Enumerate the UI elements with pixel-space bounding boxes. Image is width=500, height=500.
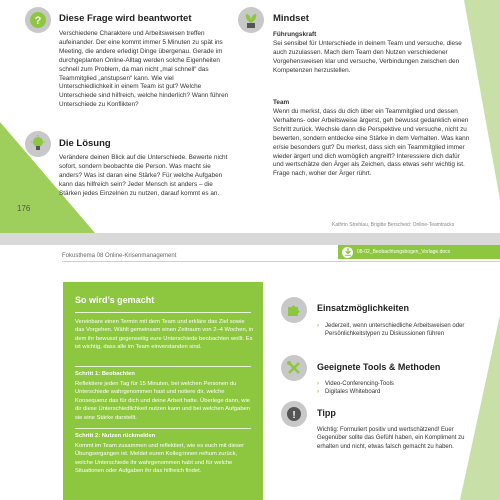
tools-list [317, 380, 472, 397]
instructions-box [63, 282, 263, 500]
mindset-team-text: Wenn du merkst, dass du dich über ein Teammitglied und dessen Verhaltens- oder Arbeitsweise ärgerst, geh bewusst gedanklich einen Schritt zurück. Wechsle dann die Perspektive und versuche, nicht zu bewerten, sondern entdecke eine Stärke in dem Verhalten. Was kann er/sie besonders gut? Du merkst, dass sich ein Teammitglied immer wieder ärgert und dich womöglich angreift? Interessiere dich dafür und wertschätze den Ärger als Zeichen, dass etwas sehr wichtig ist. Frage nach, woher der Ärger rührt. [273, 108, 470, 178]
page-number: 176 [17, 204, 31, 213]
solution-heading: Die Lösung [59, 138, 111, 149]
page-176 [0, 0, 500, 233]
tools-heading: Geeignete Tools & Methoden [317, 362, 441, 372]
divider [75, 366, 251, 367]
seedling-icon [238, 7, 264, 33]
svg-text:!: ! [292, 410, 296, 421]
divider [75, 312, 251, 313]
question-heading: Diese Frage wird beantwortet [59, 13, 192, 24]
list-item: › Jederzeit, wenn unterschiedliche Arbeitsweisen oder Persönlichkeitstypen zu Diskussionen führen [317, 322, 472, 339]
list-item: › Digitales Whiteboard [317, 388, 472, 396]
decorative-triangle [460, 315, 500, 500]
download-icon [342, 247, 353, 258]
list-item: › Video-Conferencing-Tools [317, 380, 472, 388]
step2-text: Kommt im Team zusammen und reflektiert, wie es euch mit dieser Übungsergangen ist. Meldet euren Kolleg:innen reihum zurück, welche Unterschiede ihr wahrgenommen habt und für welche Situationen oder Aufgaben ihr das hilfreich findet. [75, 443, 245, 475]
header-divider [62, 261, 500, 262]
download-link[interactable] [338, 245, 500, 259]
page-gap [0, 233, 500, 245]
einsatz-heading: Einsatzmöglichkeiten [317, 303, 410, 313]
svg-text:?: ? [34, 15, 42, 27]
instructions-title: So wird’s gemacht [75, 295, 155, 305]
instructions-intro: Vereinbare einen Termin mit dem Team und erkläre das Ziel sowie das Vorgehen. Wählt gemeinsam einen Zeitraum von 2–4 Wochen, in dem ihr bewusst gegenseitig eure Unterschiede beobachten wollt. Es ist wichtig, dass alle im Team einverstanden sind. [75, 319, 254, 351]
page-177 [0, 245, 500, 500]
tipp-heading: Tipp [317, 408, 336, 418]
tools-icon [281, 355, 307, 381]
step1-title: Schritt 1: Beobachten [75, 371, 135, 377]
step1-text: Reflektiere jeden Tag für 15 Minuten, bei welchen Personen du Unterschiede wahrgenommen hast und notiere dir, welche Konsequenz das für dich und deine Arbeit hatte. Überlege dann, wie dir diese Unterschiedlichkeit nutzen kann und bei welchen Aufgaben sie eine Stärke darstellt. [75, 381, 250, 421]
exclamation-icon [281, 401, 307, 427]
footer-credit: Kathrin Strehlau, Brigitte Berscheid: Online-Teamtracks [332, 222, 455, 228]
puzzle-icon [281, 297, 307, 323]
question-icon [25, 7, 51, 33]
tipp-text: Wichtig: Formuliert positiv und wertschätzend! Euer Gegenüber sollte das Gefühl haben, ein Kompliment zu erhalten und nicht, etwas falsch gemacht zu haben. [317, 427, 465, 450]
solution-text: Verändere deinen Blick auf die Unterschiede. Bewerte nicht sofort, sondern beobachte die Person. Was macht sie anders? Was ist daran eine Stärke? Für welche Aufgaben kann das hilfreich sein? Jeder Mensch ist anders – die Stärken jedes Einzelnen zu nutzen, darauf kommt es an. [59, 154, 228, 197]
lightbulb-icon [25, 131, 51, 157]
mindset-fuehrungskraft-text: Sei sensibel für Unterschiede in deinem Team und versuche, diese auch zuzulassen. Mach dem Team den Nutzen verschiedener Vorgehensweisen klar und versuche, Verbindungen zwischen den Kompetenzen herzustellen. [273, 40, 462, 74]
download-filename: 08-02_Beobachtungsbogen_Vorlage.docx [357, 249, 451, 255]
step2-title: Schritt 2: Nutzen rückmelden [75, 433, 156, 439]
mindset-sub-fuehrungskraft: Führungskraft [273, 31, 317, 38]
einsatz-list [317, 322, 472, 339]
mindset-heading: Mindset [273, 13, 309, 24]
question-text: Verschiedene Charaktere und Arbeitsweisen treffen aufeinander. Der eine kommt immer 5 Minuten zu spät ins Meeting, die andere erledigt Dinge übergenau. Gerade im durchgeplanten Online-Alltag werden solche Eigenheiten schnell zum Problem, da man nicht „mal schnell“ das Teammitglied „anstupsen“ kann. Wie viel Unterschiedlichkeit in einem Team ist gut? Welche Unterschiede sind hilfreich, welche hinderlich? Wann führen Unterschiede zu Konflikten? [59, 30, 229, 109]
running-header: Fokusthema 08 Online-Krisenmanagement [62, 253, 177, 259]
mindset-sub-team: Team [273, 99, 290, 106]
divider [75, 428, 251, 429]
